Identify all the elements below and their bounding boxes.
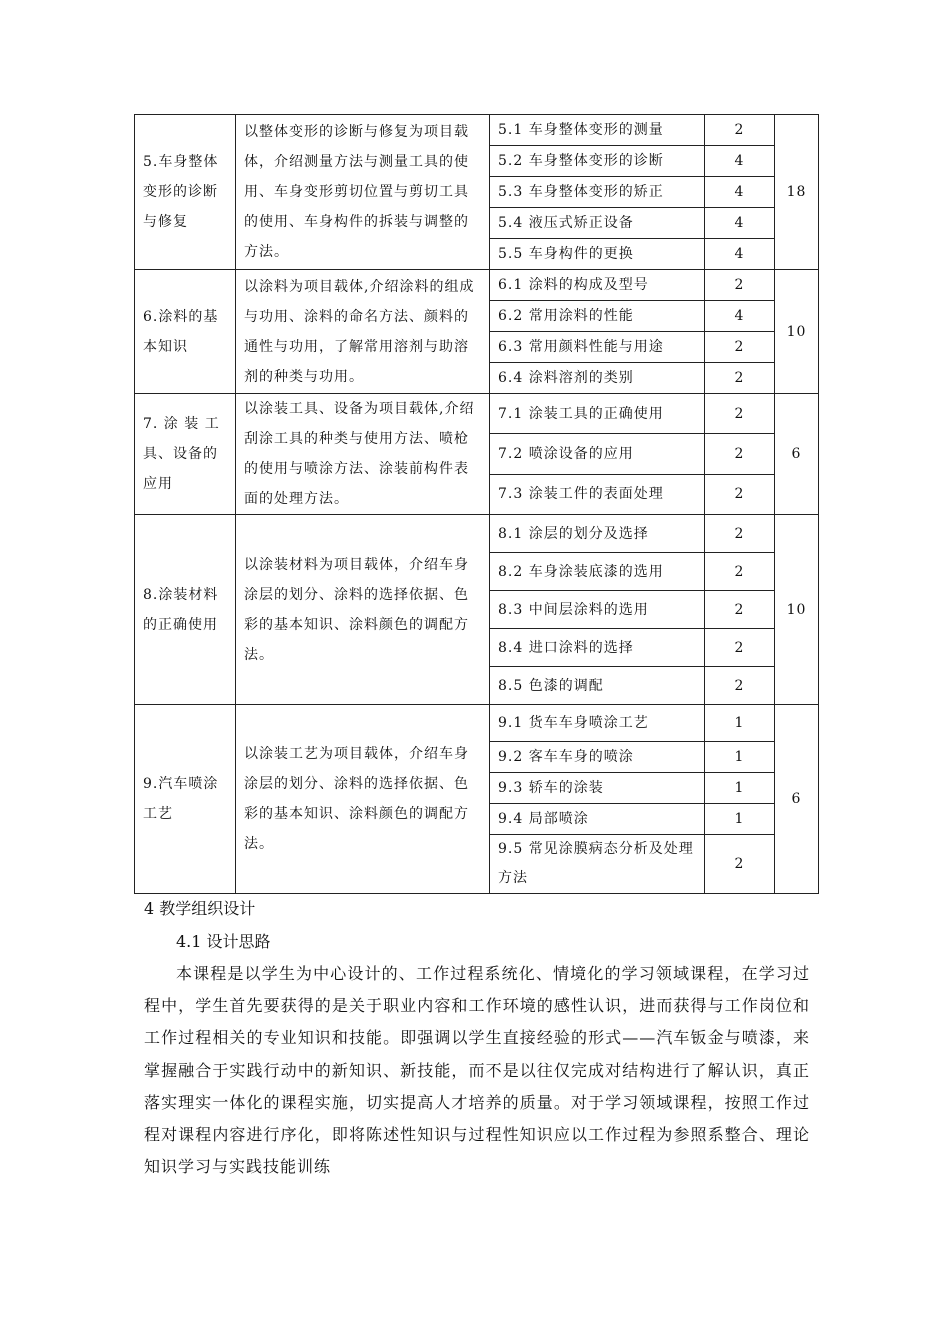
item-hours-cell: 2 xyxy=(705,515,775,553)
item-hours-cell: 2 xyxy=(705,629,775,667)
item-title-cell: 5.3 车身整体变形的矫正 xyxy=(490,177,705,208)
item-hours-cell: 4 xyxy=(705,239,775,270)
item-title-cell: 9.5 常见涂膜病态分析及处理方法 xyxy=(490,835,705,894)
module-description-cell: 以涂料为项目载体,介绍涂料的组成与功用、涂料的命名方法、颜料的通性与功用，了解常用溶剂与助溶剂的种类与功用。 xyxy=(236,270,490,394)
item-hours-cell: 2 xyxy=(705,553,775,591)
module-description-cell: 以涂装材料为项目载体，介绍车身涂层的划分、涂料的选择依据、色彩的基本知识、涂料颜色的调配方法。 xyxy=(236,515,490,705)
item-title-cell: 8.1 涂层的划分及选择 xyxy=(490,515,705,553)
item-title-cell: 5.1 车身整体变形的测量 xyxy=(490,115,705,146)
item-hours-cell: 2 xyxy=(705,394,775,434)
subsection-heading: 4.1 设计思路 xyxy=(176,932,271,951)
item-title-cell: 8.4 进口涂料的选择 xyxy=(490,629,705,667)
table-row xyxy=(135,270,819,301)
course-table xyxy=(134,114,819,894)
item-title-cell: 7.2 喷涂设备的应用 xyxy=(490,434,705,474)
item-hours-cell: 1 xyxy=(705,804,775,835)
item-title-cell: 6.1 涂料的构成及型号 xyxy=(490,270,705,301)
module-description-cell: 以整体变形的诊断与修复为项目载体，介绍测量方法与测量工具的使用、车身变形剪切位置与剪切工具的使用、车身构件的拆装与调整的方法。 xyxy=(236,115,490,270)
module-total-hours-cell: 6 xyxy=(775,705,819,894)
item-title-cell: 7.3 涂装工件的表面处理 xyxy=(490,474,705,514)
item-hours-cell: 2 xyxy=(705,332,775,363)
table-row xyxy=(135,515,819,553)
item-hours-cell: 4 xyxy=(705,301,775,332)
item-hours-cell: 2 xyxy=(705,434,775,474)
module-total-hours-cell: 6 xyxy=(775,394,819,515)
item-hours-cell: 2 xyxy=(705,667,775,705)
table-row xyxy=(135,394,819,434)
item-hours-cell: 2 xyxy=(705,363,775,394)
item-title-cell: 9.3 轿车的涂装 xyxy=(490,773,705,804)
item-title-cell: 8.3 中间层涂料的选用 xyxy=(490,591,705,629)
item-title-cell: 9.2 客车车身的喷涂 xyxy=(490,742,705,773)
item-hours-cell: 4 xyxy=(705,177,775,208)
module-description-cell: 以涂装工艺为项目载体，介绍车身涂层的划分、涂料的选择依据、色彩的基本知识、涂料颜色的调配方法。 xyxy=(236,705,490,894)
module-total-hours-cell: 10 xyxy=(775,270,819,394)
module-name-cell: 8.涂装材料的正确使用 xyxy=(135,515,236,705)
item-title-cell: 6.4 涂料溶剂的类别 xyxy=(490,363,705,394)
item-hours-cell: 2 xyxy=(705,115,775,146)
module-name-cell: 7. 涂 装 工具、设备的应用 xyxy=(135,394,236,515)
table-row xyxy=(135,115,819,146)
module-description-cell: 以涂装工具、设备为项目载体,介绍刮涂工具的种类与使用方法、喷枪的使用与喷涂方法、涂装前构件表面的处理方法。 xyxy=(236,394,490,515)
item-title-cell: 6.3 常用颜料性能与用途 xyxy=(490,332,705,363)
module-total-hours-cell: 18 xyxy=(775,115,819,270)
module-name-cell: 6.涂料的基本知识 xyxy=(135,270,236,394)
item-hours-cell: 1 xyxy=(705,773,775,804)
item-title-cell: 5.2 车身整体变形的诊断 xyxy=(490,146,705,177)
item-title-cell: 9.1 货车车身喷涂工艺 xyxy=(490,705,705,742)
item-hours-cell: 2 xyxy=(705,591,775,629)
item-title-cell: 6.2 常用涂料的性能 xyxy=(490,301,705,332)
item-hours-cell: 1 xyxy=(705,742,775,773)
item-hours-cell: 4 xyxy=(705,208,775,239)
item-title-cell: 8.5 色漆的调配 xyxy=(490,667,705,705)
section-heading: 4 教学组织设计 xyxy=(144,899,256,918)
module-name-cell: 9.汽车喷涂工艺 xyxy=(135,705,236,894)
item-title-cell: 7.1 涂装工具的正确使用 xyxy=(490,394,705,434)
item-hours-cell: 2 xyxy=(705,835,775,894)
body-paragraph: 本课程是以学生为中心设计的、工作过程系统化、情境化的学习领域课程，在学习过程中，学生首先要获得的是关于职业内容和工作环境的感性认识，进而获得与工作岗位和工作过程相关的专业知识和技能。即强调以学生直接经验的形式——汽车钣金与喷漆，来掌握融合于实践行动中的新知识、新技能，而不是以往仅完成对结构进行了解认识，真正落实理实一体化的课程实施，切实提高人才培养的质量。对于学习领域课程，按照工作过程对课程内容进行序化，即将陈述性知识与过程性知识应以工作过程为参照系整合、理论知识学习与实践技能训练 xyxy=(144,964,810,1177)
module-total-hours-cell: 10 xyxy=(775,515,819,705)
item-hours-cell: 4 xyxy=(705,146,775,177)
item-title-cell: 5.5 车身构件的更换 xyxy=(490,239,705,270)
item-title-cell: 9.4 局部喷涂 xyxy=(490,804,705,835)
item-hours-cell: 1 xyxy=(705,705,775,742)
item-title-cell: 5.4 液压式矫正设备 xyxy=(490,208,705,239)
item-hours-cell: 2 xyxy=(705,474,775,514)
item-title-cell: 8.2 车身涂装底漆的选用 xyxy=(490,553,705,591)
table-row xyxy=(135,705,819,742)
module-name-cell: 5.车身整体变形的诊断与修复 xyxy=(135,115,236,270)
item-hours-cell: 2 xyxy=(705,270,775,301)
